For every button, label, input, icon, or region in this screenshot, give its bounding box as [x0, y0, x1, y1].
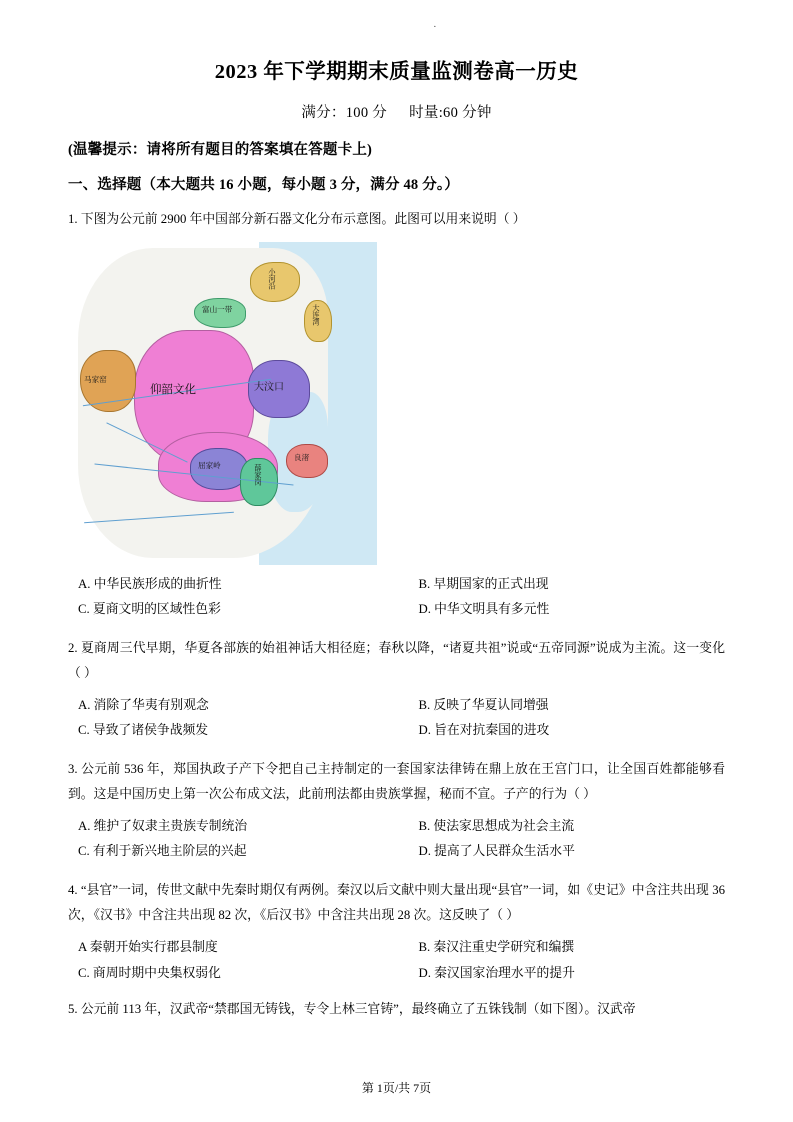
exam-total-score: 满分：100 分: [301, 104, 388, 121]
option-a[interactable]: A. 中华民族形成的曲折性: [78, 576, 222, 591]
option-c[interactable]: C. 有利于新兴地主阶层的兴起: [78, 844, 247, 859]
map-label-xuejiagang: 薛家岗: [253, 463, 263, 486]
map-label-dalianwan: 大连湾: [311, 303, 321, 326]
question-3-stem: [68, 757, 725, 807]
map-label-qujialing: 屈家岭: [198, 460, 221, 470]
question-1-number: 1.: [68, 211, 78, 226]
map-label-fushan: 富山一带: [202, 304, 233, 314]
exam-meta: [68, 101, 725, 122]
question-2-number: 2.: [68, 640, 78, 655]
option-c[interactable]: C. 导致了诸侯争战频发: [78, 723, 209, 738]
option-b[interactable]: B. 秦汉注重史学研究和编撰: [418, 939, 575, 954]
question-5-text: 公元前 113 年，汉武帝“禁郡国无铸钱，专令上林三官铸”，最终确立了五铢钱制（如下图）。汉武帝: [80, 1002, 636, 1017]
page-footer: 第 1页/共 7页: [361, 1081, 432, 1095]
map-label-yangshao: 仰韶文化: [150, 383, 196, 396]
question-4-number: 4.: [68, 883, 78, 898]
neolithic-culture-map: [72, 242, 377, 565]
question-2-text: 夏商周三代早期，华夏各部族的始祖神话大相径庭；春秋以降，“诸夏共祖”说或“五帝同源”说成为主流。这一变化（ ）: [68, 640, 725, 680]
option-d[interactable]: D. 秦汉国家治理水平的提升: [418, 965, 575, 980]
question-4-text: “县官”一词，传世文献中先秦时期仅有两例。秦汉以后文献中则大量出现“县官”一词，如《史记》中含注共出现 36 次，《汉书》中含注共出现 82 次，《后汉书》中含注共出现 28 次。这反映了（ ）: [68, 883, 725, 922]
option-row: [68, 693, 725, 719]
option-c[interactable]: C. 商周时期中央集权弱化: [78, 965, 221, 980]
option-row: [68, 935, 725, 961]
question-4-options: [68, 935, 725, 986]
map-label-majiayao: 马家窑: [84, 374, 107, 384]
section-heading-choice: 一、选择题（本大题共 16 小题，每小题 3 分，满分 48 分。）: [68, 176, 460, 193]
option-c[interactable]: C. 夏商文明的区域性色彩: [78, 602, 221, 617]
option-d[interactable]: D. 中华文明具有多元性: [418, 602, 550, 617]
exam-tip: (温馨提示：请将所有题目的答案填在答题卡上): [68, 141, 373, 158]
question-4-stem: [68, 878, 725, 928]
question-2-options: [68, 693, 725, 744]
option-row: [68, 572, 725, 598]
question-3-number: 3.: [68, 761, 78, 776]
option-a[interactable]: A. 维护了奴隶主贵族专制统治: [78, 818, 248, 833]
question-3-text: 公元前 536 年，郑国执政子产下令把自己主持制定的一套国家法律铸在鼎上放在王宫门口，让全国百姓都能够看到。这是中国历史上第一次公布成文法，此前刑法都由贵族掌握，秘而不宣。子产的行为（ ）: [68, 761, 726, 801]
option-row: [68, 839, 725, 865]
option-row: [68, 718, 725, 744]
option-row: [68, 597, 725, 623]
question-1-figure: [72, 242, 725, 565]
option-d[interactable]: D. 旨在对抗秦国的进攻: [418, 723, 550, 738]
exam-duration: 时量:60 分钟: [409, 104, 492, 121]
option-a[interactable]: A. 消除了华夷有别观念: [78, 697, 209, 712]
question-5-stem: [68, 997, 725, 1022]
option-d[interactable]: D. 提高了人民群众生活水平: [418, 844, 575, 859]
question-3-options: [68, 814, 725, 865]
page-top-mark: ·: [433, 21, 437, 33]
map-label-liangzhu: 良渚: [294, 452, 310, 462]
question-1-text: 下图为公元前 2900 年中国部分新石器文化分布示意图。此图可以用来说明（ ）: [80, 211, 526, 226]
map-label-dawenkou: 大汶口: [254, 381, 284, 393]
question-1-options: [68, 572, 725, 623]
question-1-stem: [68, 207, 725, 232]
option-b[interactable]: B. 使法家思想成为社会主流: [418, 818, 575, 833]
question-2-stem: [68, 636, 725, 686]
option-a[interactable]: A 秦朝开始实行郡县制度: [78, 939, 218, 954]
option-b[interactable]: B. 反映了华夏认同增强: [418, 697, 549, 712]
option-row: [68, 814, 725, 840]
question-5-number: 5.: [68, 1002, 78, 1017]
option-b[interactable]: B. 早期国家的正式出现: [418, 576, 549, 591]
page-title: 2023 年下学期期末质量监测卷高一历史: [214, 61, 579, 83]
option-row: [68, 961, 725, 987]
map-label-xiaoheyan: 小河沿: [267, 267, 277, 290]
